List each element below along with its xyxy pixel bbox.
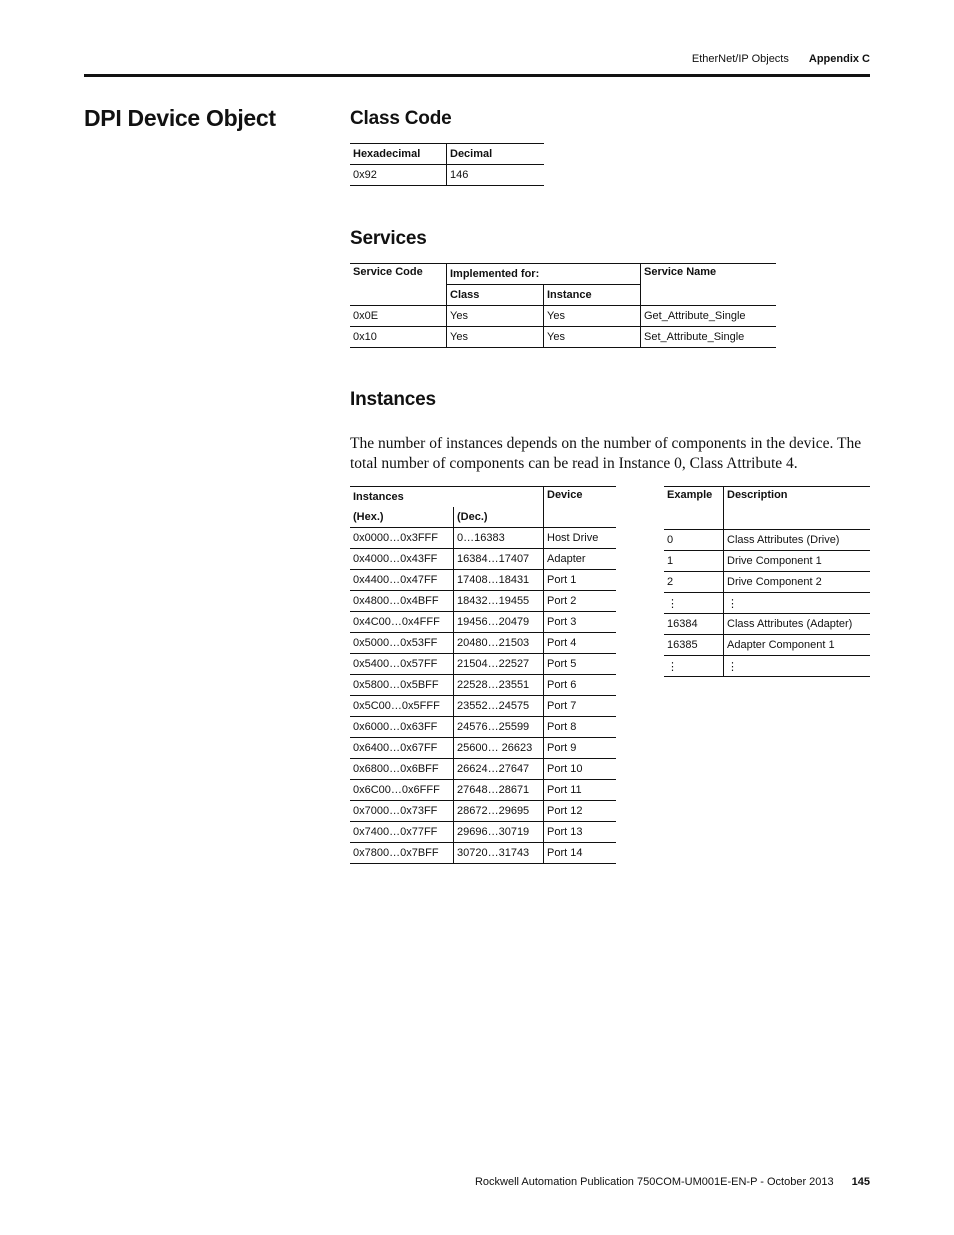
column-header: Instances xyxy=(350,487,544,508)
table-cell: Class Attributes (Adapter) xyxy=(727,618,853,630)
table-cell: 19456…20479 xyxy=(454,612,544,633)
table-cell: 30720…31743 xyxy=(454,843,544,864)
table-cell: 0x6C00…0x6FFF xyxy=(350,780,454,801)
table-cell: 24576…25599 xyxy=(454,717,544,738)
table-cell: 0x4400…0x47FF xyxy=(350,570,454,591)
table-cell: Port 9 xyxy=(547,742,577,754)
table-cell: 0x6800…0x6BFF xyxy=(350,759,454,780)
column-header: Service Code xyxy=(350,264,447,306)
table-cell: Port 7 xyxy=(547,700,577,712)
table-row xyxy=(350,717,616,738)
table-cell: 28672…29695 xyxy=(454,801,544,822)
table-cell: ⋮ xyxy=(727,597,738,610)
table-cell: Port 5 xyxy=(547,658,577,670)
table-cell: 146 xyxy=(450,169,469,181)
class-code-heading: Class Code xyxy=(350,108,452,129)
instances-table xyxy=(350,486,616,864)
table-cell: 0x7800…0x7BFF xyxy=(350,843,454,864)
table-cell: 29696…30719 xyxy=(454,822,544,843)
header-appendix: Appendix C xyxy=(808,53,870,65)
table-cell: ⋮ xyxy=(664,656,724,677)
page-title: DPI Device Object xyxy=(84,105,276,131)
table-cell: 16385 xyxy=(664,635,724,656)
table-cell: Port 14 xyxy=(547,847,583,859)
table-cell: 0…16383 xyxy=(454,528,544,549)
table-cell: Yes xyxy=(544,306,641,327)
table-cell: 2 xyxy=(664,572,724,593)
table-row xyxy=(350,822,616,843)
table-row xyxy=(664,530,870,551)
table-row xyxy=(350,696,616,717)
table-row xyxy=(664,614,870,635)
table-cell: Adapter Component 1 xyxy=(727,639,835,651)
table-row xyxy=(350,759,616,780)
table-cell: 27648…28671 xyxy=(454,780,544,801)
column-header: Decimal xyxy=(450,148,493,160)
table-cell: 0x4C00…0x4FFF xyxy=(350,612,454,633)
table-cell: Yes xyxy=(544,327,641,348)
table-row xyxy=(350,570,616,591)
footer-publication: Rockwell Automation Publication 750COM-UM001E-EN-P - October 2013 xyxy=(474,1176,834,1188)
table-cell: Host Drive xyxy=(547,532,599,544)
table-cell: 0x7000…0x73FF xyxy=(350,801,454,822)
table-cell: Port 11 xyxy=(547,784,582,796)
table-cell: ⋮ xyxy=(727,660,738,673)
table-cell: ⋮ xyxy=(664,593,724,614)
table-row xyxy=(664,593,870,614)
table-cell: Port 13 xyxy=(547,826,583,838)
table-cell: 0x5400…0x57FF xyxy=(350,654,454,675)
table-cell: 20480…21503 xyxy=(454,633,544,654)
table-cell: 0x5C00…0x5FFF xyxy=(350,696,454,717)
table-cell: 0x0000…0x3FFF xyxy=(350,528,454,549)
table-cell: 0 xyxy=(664,530,724,551)
table-cell: Port 2 xyxy=(547,595,577,607)
table-cell: Drive Component 1 xyxy=(727,555,822,567)
table-cell: Drive Component 2 xyxy=(727,576,822,588)
table-cell: 0x5000…0x53FF xyxy=(350,633,454,654)
table-row xyxy=(664,572,870,593)
column-header: Class xyxy=(447,285,544,306)
table-row xyxy=(350,843,616,864)
table-cell: 0x6400…0x67FF xyxy=(350,738,454,759)
table-row xyxy=(350,801,616,822)
table-cell: 0x6000…0x63FF xyxy=(350,717,454,738)
table-cell: 0x0E xyxy=(350,306,447,327)
column-header: (Dec.) xyxy=(454,507,544,528)
column-header: Service Name xyxy=(644,266,717,278)
page-footer xyxy=(475,1176,870,1188)
class-code-table xyxy=(350,143,544,186)
table-cell: Yes xyxy=(447,327,544,348)
table-cell: 16384 xyxy=(664,614,724,635)
table-cell: Class Attributes (Drive) xyxy=(727,534,840,546)
table-row xyxy=(350,528,616,549)
table-cell: Port 4 xyxy=(547,637,577,649)
table-cell: 23552…24575 xyxy=(454,696,544,717)
table-row xyxy=(350,738,616,759)
header-section: EtherNet/IP Objects xyxy=(691,53,789,65)
table-row xyxy=(664,551,870,572)
table-cell: 18432…19455 xyxy=(454,591,544,612)
services-table xyxy=(350,263,776,348)
table-row xyxy=(350,780,616,801)
services-heading: Services xyxy=(350,228,427,249)
table-cell: 26624…27647 xyxy=(454,759,544,780)
column-header: Example xyxy=(664,487,724,530)
table-cell: 0x5800…0x5BFF xyxy=(350,675,454,696)
instances-heading: Instances xyxy=(350,389,436,410)
table-cell: 0x4000…0x43FF xyxy=(350,549,454,570)
table-cell: Port 1 xyxy=(547,574,577,586)
table-row xyxy=(350,675,616,696)
table-cell: Get_Attribute_Single xyxy=(644,310,746,322)
column-header: Hexadecimal xyxy=(350,144,447,165)
table-row xyxy=(350,612,616,633)
page-header xyxy=(692,53,870,65)
column-header: (Hex.) xyxy=(350,507,454,528)
table-row xyxy=(350,633,616,654)
table-cell: Port 12 xyxy=(547,805,583,817)
column-header: Instance xyxy=(544,285,641,306)
table-cell: 25600… 26623 xyxy=(454,738,544,759)
table-row xyxy=(664,656,870,677)
table-cell: 0x10 xyxy=(350,327,447,348)
table-cell: 17408…18431 xyxy=(454,570,544,591)
table-cell: Set_Attribute_Single xyxy=(644,331,745,343)
table-cell: Yes xyxy=(447,306,544,327)
table-cell: 22528…23551 xyxy=(454,675,544,696)
table-row xyxy=(350,549,616,570)
column-header: Device xyxy=(547,489,583,501)
table-cell: Port 6 xyxy=(547,679,577,691)
table-cell: 16384…17407 xyxy=(454,549,544,570)
table-cell: 1 xyxy=(664,551,724,572)
examples-table xyxy=(664,486,870,677)
instances-paragraph: The number of instances depends on the number of components in the device. The total number of components can be read in Instance 0, Class Attribute 4. xyxy=(350,435,862,472)
table-row xyxy=(350,654,616,675)
table-row xyxy=(350,306,776,327)
table-cell: Port 10 xyxy=(547,763,583,775)
table-cell: Port 8 xyxy=(547,721,577,733)
table-row xyxy=(664,635,870,656)
table-cell: 21504…22527 xyxy=(454,654,544,675)
table-cell: 0x7400…0x77FF xyxy=(350,822,454,843)
table-cell: Adapter xyxy=(547,553,586,565)
table-row xyxy=(350,327,776,348)
table-row xyxy=(350,591,616,612)
column-header: Description xyxy=(727,489,788,501)
header-rule xyxy=(84,74,870,77)
page-number: 145 xyxy=(851,1176,870,1188)
table-row xyxy=(350,165,544,186)
column-header: Implemented for: xyxy=(447,264,641,285)
table-cell: 0x4800…0x4BFF xyxy=(350,591,454,612)
table-cell: 0x92 xyxy=(350,165,447,186)
table-cell: Port 3 xyxy=(547,616,577,628)
